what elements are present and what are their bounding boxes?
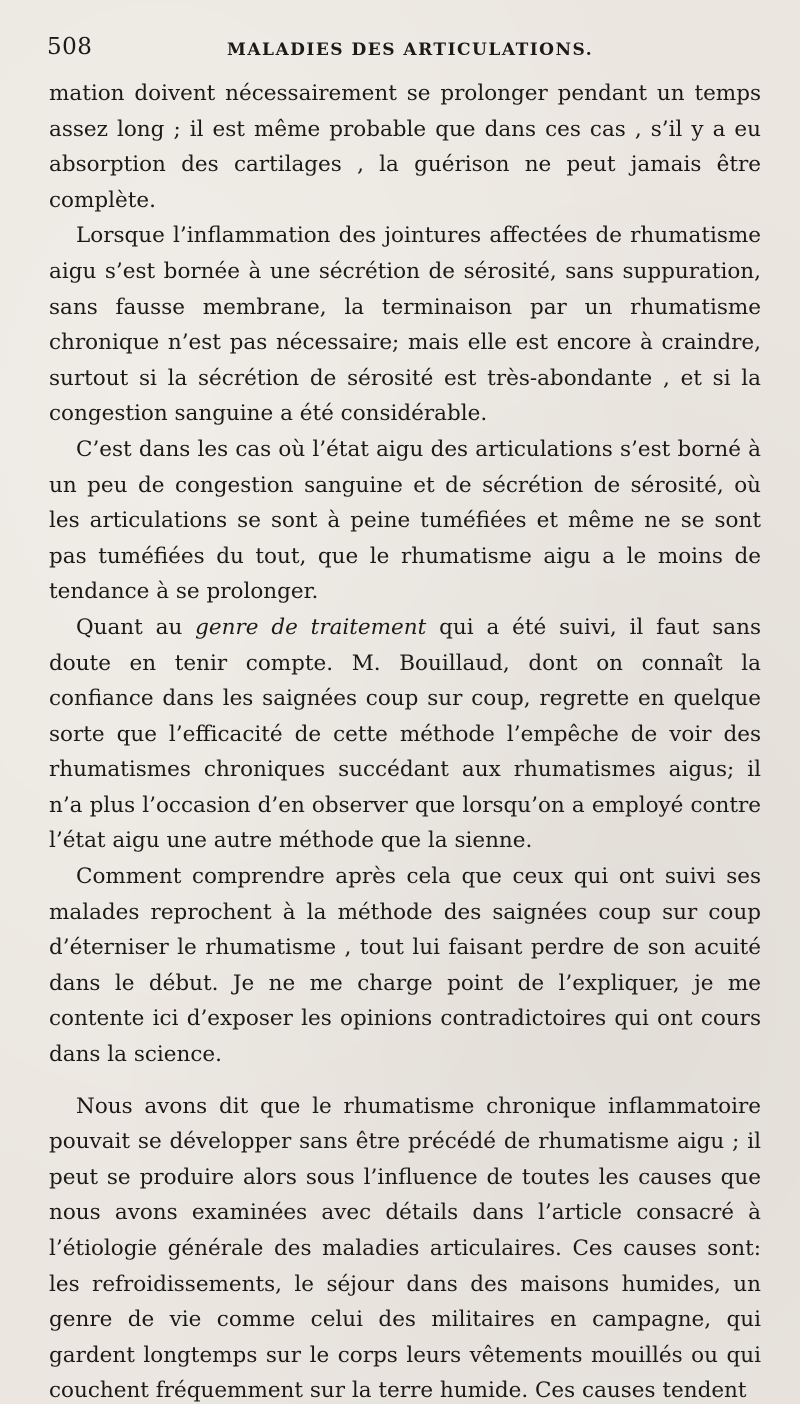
page-number: 508 bbox=[47, 34, 93, 60]
paragraph-causes: Nous avons dit que le rhumatisme chronique inflammatoire pouvait se développer sans être précédé de rhumatisme aigu ; il peut se produire alors sous l’influence de toutes les causes que nous avons examinées avec détails dans l’article consacré à l’étiologie générale des maladies articulaires. Ces causes sont: les refroidissements, le séjour dans des maisons humides, un genre de vie comme celui des militaires en campagne, qui gardent longtemps sur le corps leurs vêtements mouillés ou qui couchent fréquemment sur la terre humide. Ces causes tendent bbox=[49, 1093, 761, 1404]
paragraph-continuation: mation doivent nécessairement se prolonger pendant un temps assez long ; il est même probable que dans ces cas , s’il y a eu absorption des cartilages , la guérison ne peut jamais être complète. bbox=[49, 81, 761, 213]
treatment-text-before: Quant au bbox=[76, 614, 196, 640]
body-text bbox=[49, 76, 761, 1404]
paragraph-comment: Comment comprendre après cela que ceux qui ont suivi ses malades reprochent à la méthode des saignées coup sur coup d’éterniser le rhumatisme , tout lui faisant perdre de son acuité dans le début. Je ne me charge point de l’expliquer, je me contente ici d’exposer les opinions contradictoires qui ont cours dans la science. bbox=[49, 864, 761, 1068]
running-head bbox=[47, 34, 758, 66]
treatment-text-after: qui a été suivi, il faut sans doute en tenir compte. M. Bouillaud, dont on connaît la confiance dans les saignées coup sur coup, regrette en quelque sorte que l’efficacité de cette méthode l’empêche de voir des rhumatismes chroniques succédant aux rhumatismes aigus; il n’a plus l’occasion d’en observer que lorsqu’on a employé contre l’état aigu une autre méthode que la sienne. bbox=[49, 614, 761, 854]
treatment-emphasis: genre de traitement bbox=[195, 614, 427, 640]
paragraph-inflammation: Lorsque l’inflammation des jointures affectées de rhumatisme aigu s’est bornée à une sécrétion de sérosité, sans suppuration, sans fausse membrane, la terminaison par un rhumatisme chronique n’est pas nécessaire; mais elle est encore à craindre, surtout si la sécrétion de sérosité est très-abondante , et si la congestion sanguine a été considérable. bbox=[49, 223, 761, 427]
paragraph-congestion: C’est dans les cas où l’état aigu des articulations s’est borné à un peu de congestion sanguine et de sécrétion de sérosité, où les articulations se sont à peine tuméfiées et même ne se sont pas tuméfiées du tout, que le rhumatisme aigu a le moins de tendance à se prolonger. bbox=[49, 436, 761, 605]
running-title: MALADIES DES ARTICULATIONS. bbox=[227, 40, 594, 60]
paragraph-treatment bbox=[49, 610, 761, 859]
